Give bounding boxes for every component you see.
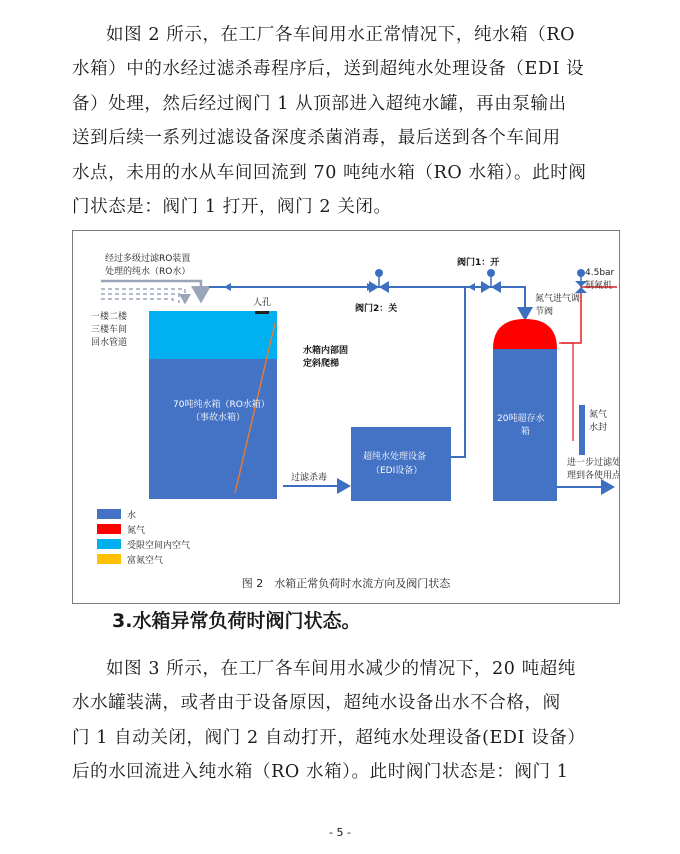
edi-label: （EDI设备）: [371, 466, 423, 476]
legend-swatch: [97, 509, 121, 519]
outlet-label: 进一步过滤处: [567, 458, 619, 468]
legend-label: 受限空间内空气: [127, 541, 191, 551]
legend: [97, 509, 190, 566]
text-line: 水点，未用的水从车间回流到 70 吨纯水箱（RO 水箱）。此时阀: [72, 162, 587, 183]
text-line: 送到后续一系列过滤设备深度杀菌消毒，最后送到各个车间用: [72, 128, 561, 149]
ro-inlet-pipe: [101, 281, 201, 301]
ladder-label: 水箱内部固: [303, 346, 349, 356]
valve-1: [481, 269, 501, 293]
valve-1-label: 阀门1：开: [457, 258, 500, 268]
return-label: 回水管道: [91, 338, 128, 348]
page-number: - 5 -: [329, 826, 351, 839]
storage-tank: [493, 349, 557, 501]
n2-valve-label: 氮气进气调: [535, 294, 581, 304]
figure-caption: 图 2 水箱正常负荷时水流方向及阀门状态: [241, 577, 451, 590]
section-heading: 3.水箱异常负荷时阀门状态。: [112, 610, 361, 632]
ro-tank: [149, 359, 277, 499]
legend-swatch: [97, 524, 121, 534]
pipe-to-storage: [501, 287, 525, 319]
text-line: 如图 2 所示，在工厂各车间用水正常情况下，纯水箱（RO: [106, 25, 576, 45]
edi-label: 超纯水处理设备: [363, 452, 427, 462]
legend-label: 氮气: [127, 526, 146, 536]
return-water-pipes: [101, 289, 185, 303]
filter-label: 过滤杀毒: [291, 473, 328, 483]
ladder-label: 定斜爬梯: [303, 359, 340, 369]
text-line: 水水罐装满，或者由于设备原因，超纯水设备出水不合格，阀: [72, 693, 561, 714]
ro-tank-label: 70吨纯水箱（RO水箱）: [173, 400, 270, 410]
text-line: 门 1 自动关闭，阀门 2 自动打开，超纯水处理设备(EDI 设备）: [72, 727, 586, 748]
return-label: 一楼二楼: [91, 312, 128, 322]
text-line: 水箱）中的水经过滤杀毒程序后，送到超纯水处理设备（EDI 设: [72, 59, 585, 80]
text-line: 后的水回流进入纯水箱（RO 水箱）。此时阀门状态是：阀门 1: [72, 762, 569, 783]
ro-source-label: 经过多级过滤RO装置: [105, 254, 191, 264]
figure-water-flow-diagram: [72, 230, 620, 604]
manhole-marker: [255, 311, 269, 314]
valve-2-label: 阀门2：关: [355, 304, 398, 314]
legend-swatch: [97, 539, 121, 549]
ro-tank-label: （事故水箱）: [191, 413, 246, 423]
legend-swatch: [97, 554, 121, 564]
outlet-label: 理到各使用点: [567, 471, 619, 481]
paragraph-abnormal-flow: [72, 652, 612, 790]
diagram-svg: [73, 231, 619, 603]
legend-label: 富氮空气: [127, 556, 164, 566]
seal-label: 氮气: [589, 410, 608, 420]
legend-label: 水: [127, 511, 137, 521]
paragraph-normal-flow: [72, 18, 612, 224]
text-line: 门状态是：阀门 1 打开，阀门 2 关闭。: [72, 196, 392, 217]
n2-supply-label: 制氮机: [585, 281, 613, 291]
edi-equipment: [351, 427, 451, 501]
text-line: 备）处理，然后经过阀门 1 从顶部进入超纯水罐，再由泵输出: [72, 93, 567, 114]
ro-tank-air-space: [149, 311, 277, 359]
n2-valve-label: 节阀: [535, 307, 554, 317]
storage-tank-nitrogen-cap: [493, 319, 557, 349]
manhole-label: 人孔: [253, 298, 272, 308]
text-line: 如图 3 所示，在工厂各车间用水减少的情况下，20 吨超纯: [106, 659, 576, 679]
valve-2: [369, 269, 389, 293]
return-label: 三楼车间: [91, 325, 128, 335]
seal-pipe: [559, 343, 573, 441]
n2-supply-label: 4.5bar: [585, 268, 615, 278]
edi-riser-pipe: [451, 287, 465, 457]
water-seal: [579, 405, 585, 455]
ro-source-label: 处理的纯水（RO水）: [105, 267, 191, 277]
seal-label: 水封: [589, 423, 608, 433]
storage-label: 20吨超存水: [497, 414, 545, 424]
storage-label: 箱: [521, 427, 531, 437]
